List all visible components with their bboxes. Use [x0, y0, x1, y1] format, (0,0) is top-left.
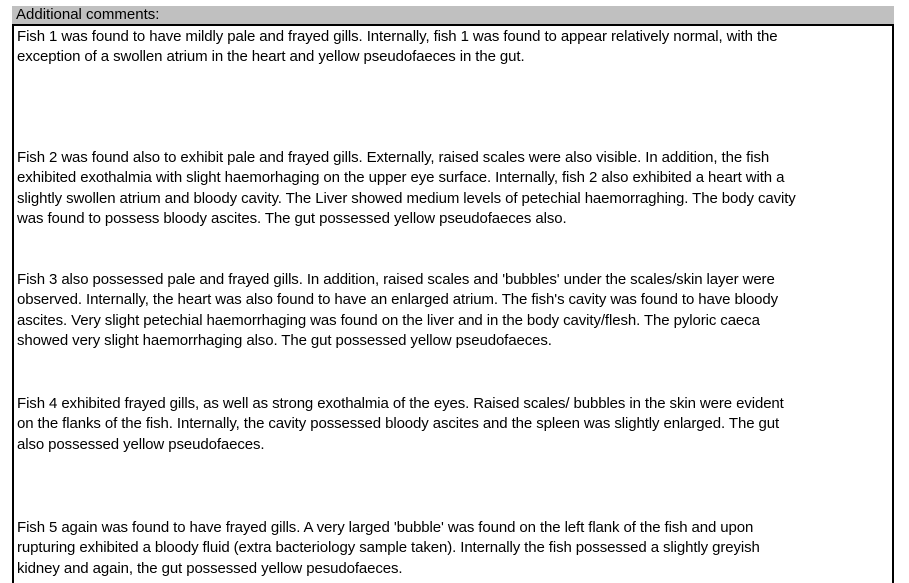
fish-2-comment: Fish 2 was found also to exhibit pale and frayed gills. Externally, raised scales were also visible. In addition, the fish exhibited exothalmia with slight haemorhaging on the upper eye surface. Internally, fish 2 also exhibited a heart with a slightly swollen atrium and bloody cavity. The Liver showed medium levels of petechial haemorraghing. The body cavity was found to possess bloody ascites. The gut possessed yellow pseudofaeces also.	[17, 149, 796, 228]
comments-header-cell[interactable]	[12, 6, 894, 24]
comments-text-box[interactable]	[12, 24, 894, 583]
fish-4-comment: Fish 4 exhibited frayed gills, as well as strong exothalmia of the eyes. Raised scales/ bubbles in the skin were evident on the flanks of the fish. Internally, the cavity possessed bloody ascites and the spleen was slightly enlarged. The gut also possessed yellow pseudofaeces.	[17, 395, 784, 453]
fish-1-comment: Fish 1 was found to have mildly pale and frayed gills. Internally, fish 1 was found to appear relatively normal, with the exception of a swollen atrium in the heart and yellow pseudofaeces in the gut.	[17, 28, 778, 66]
fish-3-comment: Fish 3 also possessed pale and frayed gills. In addition, raised scales and 'bubbles' under the scales/skin layer were observed. Internally, the heart was also found to have an enlarged atrium. The fish's cavity was found to have bloody ascites. Very slight petechial haemorrhaging was found on the liver and in the body cavity/flesh. The pyloric caeca showed very slight haemorrhaging also. The gut possessed yellow pseudofaeces.	[17, 271, 779, 350]
comments-header-label: Additional comments:	[16, 6, 160, 23]
fish-5-comment: Fish 5 again was found to have frayed gills. A very larged 'bubble' was found on the left flank of the fish and upon rupturing exhibited a bloody fluid (extra bacteriology sample taken). Internally the fish possessed a slightly greyish kidney and again, the gut possessed yellow pesudofaeces.	[17, 519, 760, 577]
